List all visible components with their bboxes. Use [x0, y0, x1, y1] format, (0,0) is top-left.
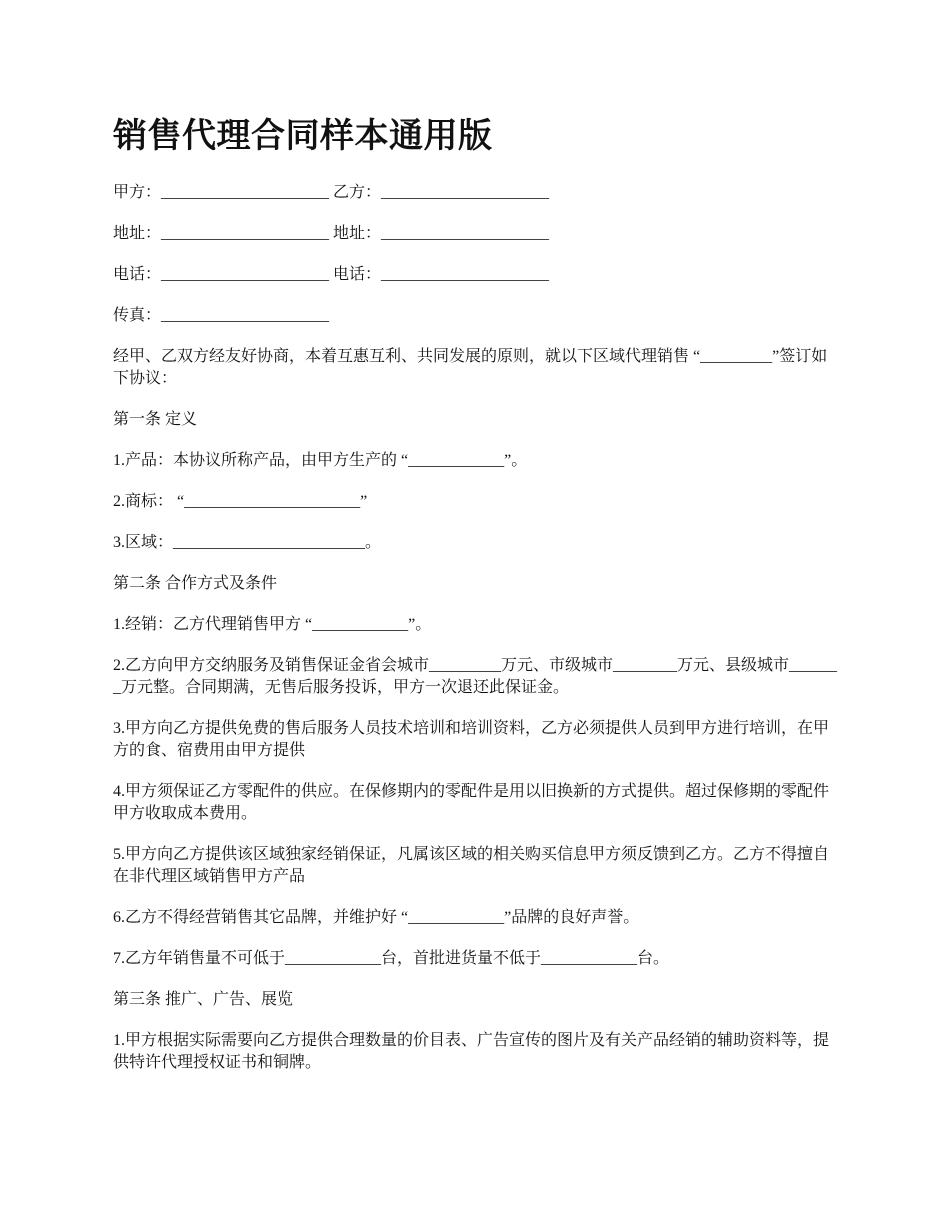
article-1-heading: 第一条 定义 — [113, 411, 198, 428]
party-phones: 电话：_____________________ 电话：_____________________ — [113, 266, 550, 283]
article-3-heading: 第三条 推广、广告、展览 — [113, 991, 294, 1008]
article-2-item: 3.甲方向乙方提供免费的售后服务人员技术培训和培训资料，乙方必须提供人员到甲方进行培训，在甲方的食、宿费用由甲方提供 — [113, 720, 830, 759]
article-1-item: 1.产品：本协议所称产品，由甲方生产的 “____________”。 — [113, 452, 528, 469]
article-2-item: 4.甲方须保证乙方零配件的供应。在保修期内的零配件是用以旧换新的方式提供。超过保修期的零配件甲方收取成本费用。 — [113, 783, 830, 822]
party-fax: 传真：_____________________ — [113, 307, 330, 324]
article-2-item: 6.乙方不得经营销售其它品牌，并维护好 “____________”品牌的良好声誉。 — [113, 909, 640, 926]
intro-paragraph: 经甲、乙双方经友好协商，本着互惠互利、共同发展的原则，就以下区域代理销售 “_________”签订如下协议： — [113, 348, 828, 387]
article-3-item: 1.甲方根据实际需要向乙方提供合理数量的价目表、广告宣传的图片及有关产品经销的辅助资料等，提供特许代理授权证书和铜牌。 — [113, 1032, 830, 1071]
article-2-item: 5.甲方向乙方提供该区域独家经销保证，凡属该区域的相关购买信息甲方须反馈到乙方。乙方不得擅自在非代理区域销售甲方产品 — [113, 846, 830, 885]
contract-page — [113, 108, 841, 1093]
party-addresses: 地址：_____________________ 地址：_____________________ — [113, 225, 550, 242]
article-2-item: 2.乙方向甲方交纳服务及销售保证金省会城市_________万元、市级城市________万元、县级城市_______万元整。合同期满，无售后服务投诉，甲方一次退还此保证金。 — [113, 657, 838, 696]
article-1-item: 2.商标： “______________________” — [113, 493, 368, 510]
article-2-heading: 第二条 合作方式及条件 — [113, 575, 278, 592]
party-a-b-names: 甲方：_____________________ 乙方：_____________________ — [113, 184, 550, 201]
article-1-item: 3.区域：________________________。 — [113, 534, 382, 551]
article-2-item: 1.经销：乙方代理销售甲方 “____________”。 — [113, 616, 432, 633]
article-2-item: 7.乙方年销售量不可低于____________台，首批进货量不低于____________台。 — [113, 950, 670, 967]
document-title: 销售代理合同样本通用版 — [113, 116, 493, 156]
